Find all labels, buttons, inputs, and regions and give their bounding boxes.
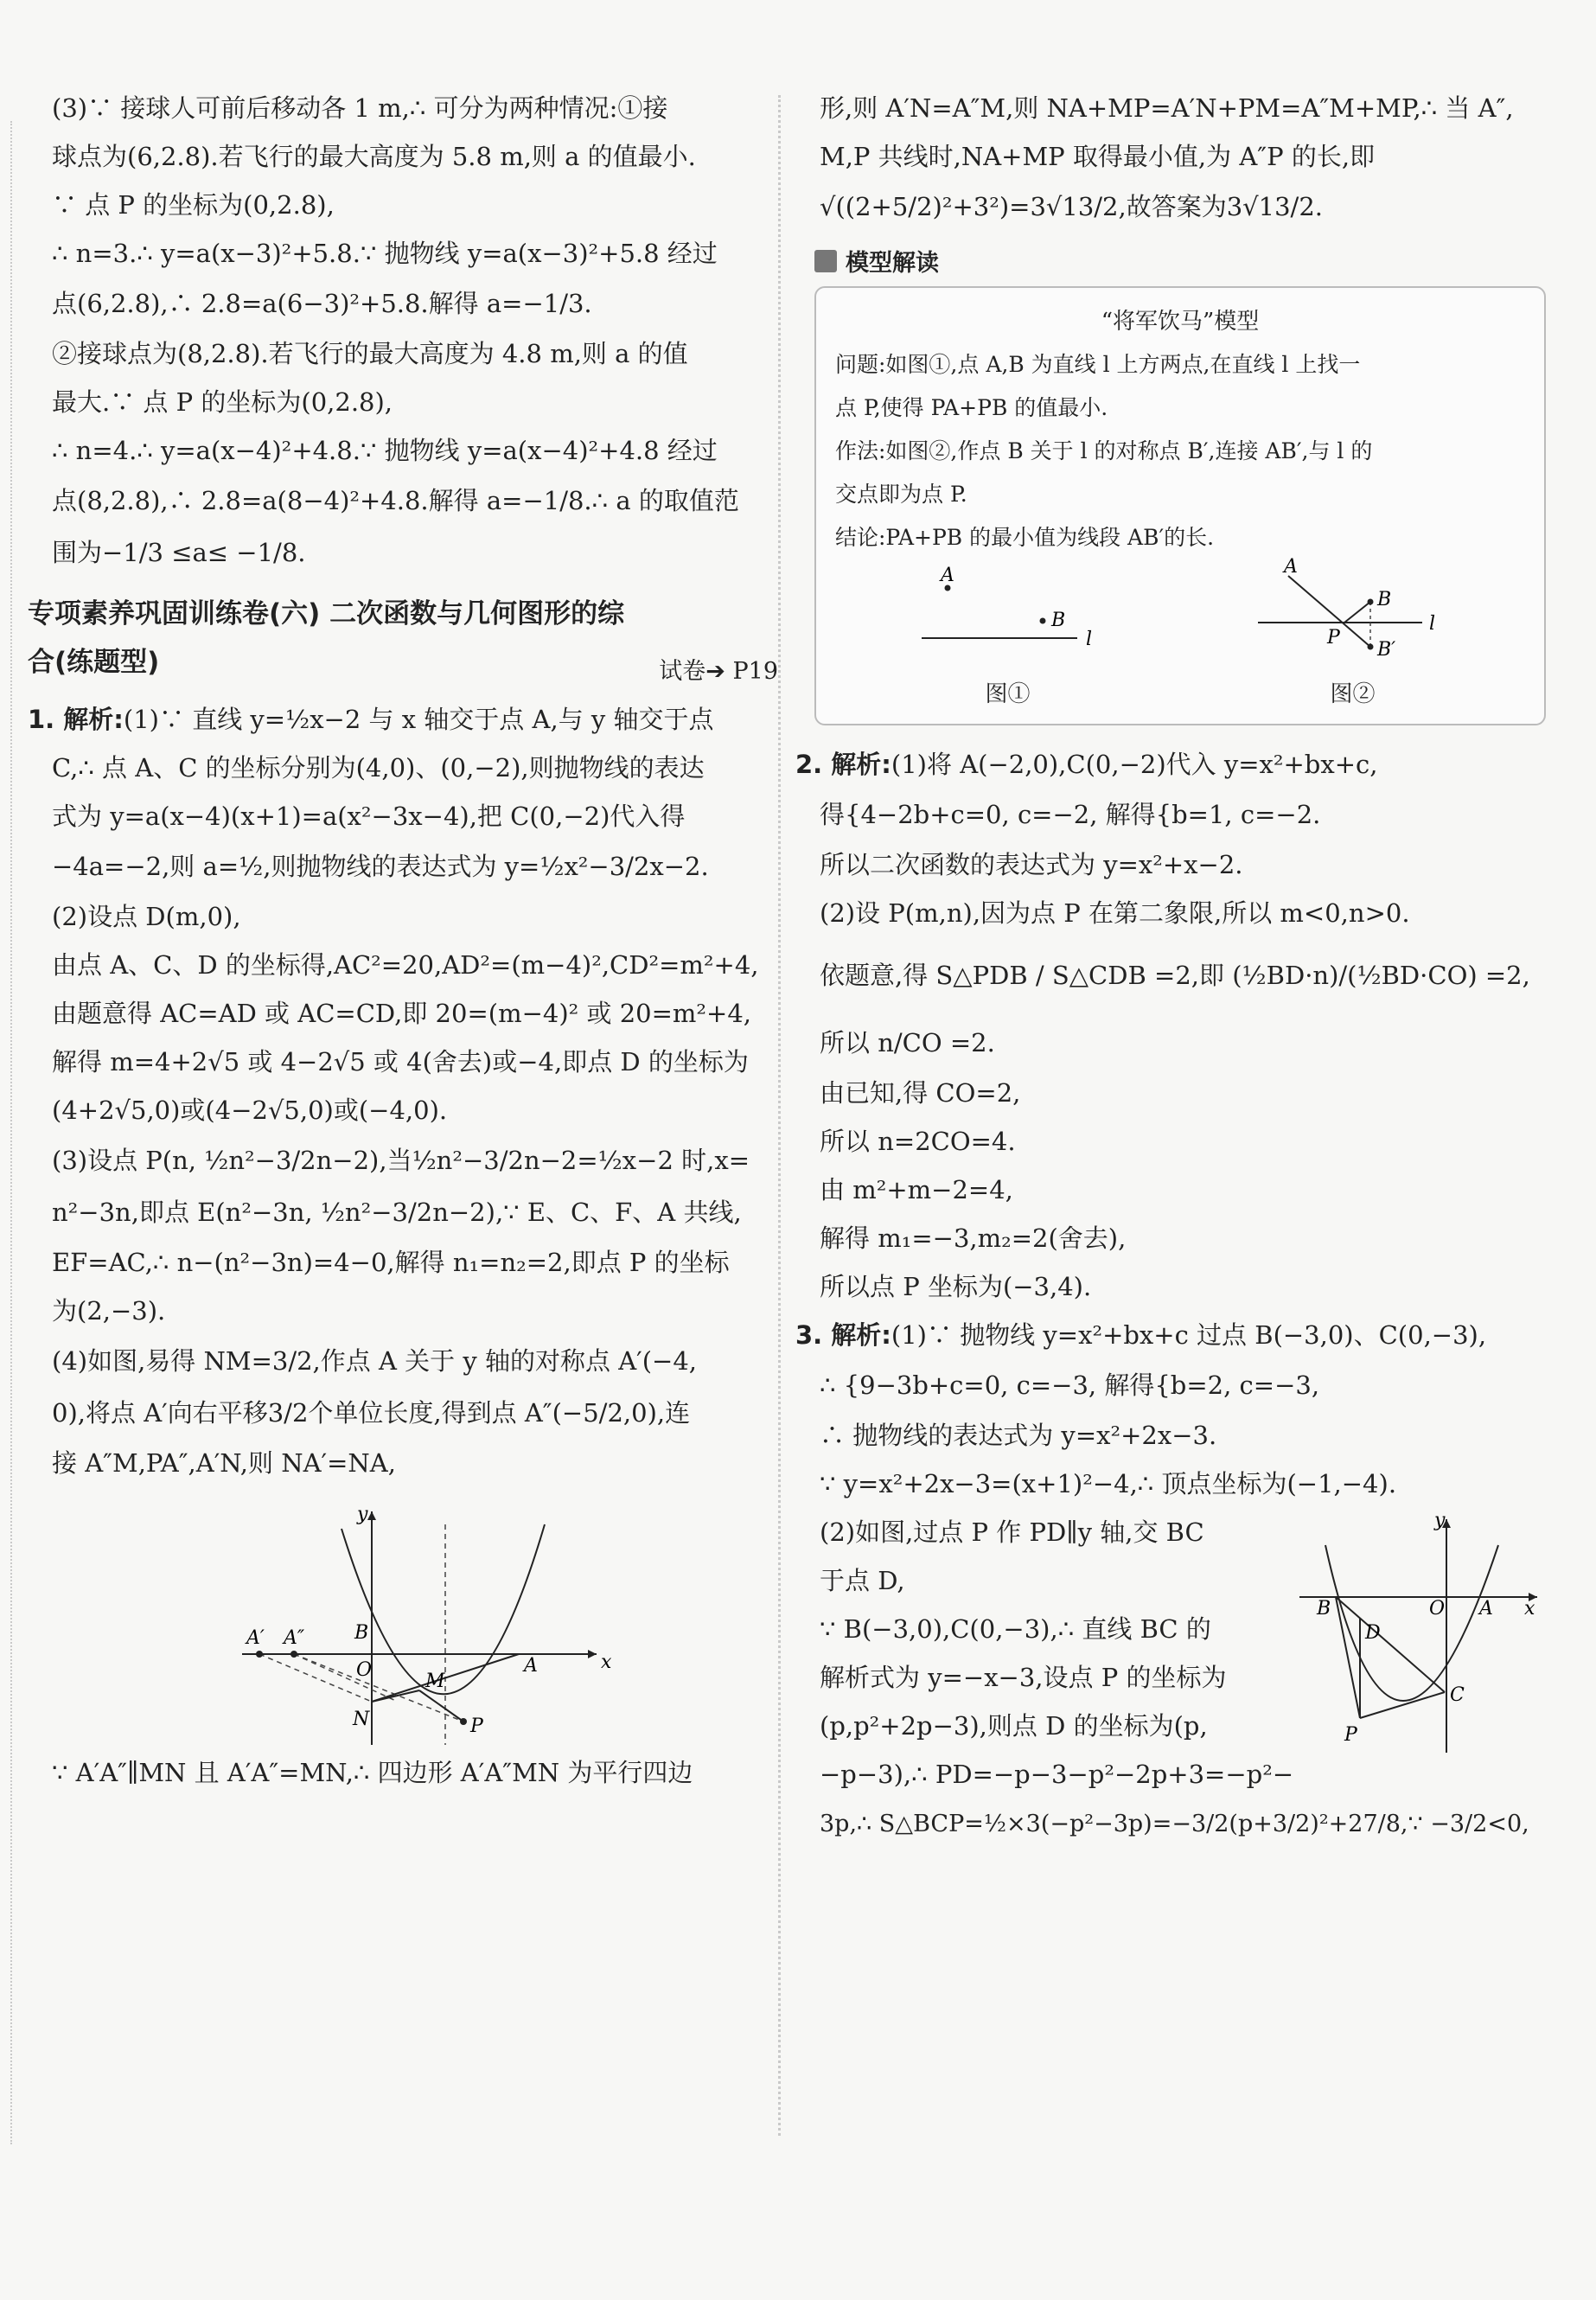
left-column <box>28 93 778 1808</box>
point-b1 <box>1367 644 1373 650</box>
line-a2-m <box>294 1654 398 1702</box>
part3-answer <box>52 95 778 567</box>
text-line: (2)如图,过点 P 作 PD∥y 轴,交 BC <box>820 1517 1204 1547</box>
text-line: 由题意得 AC=AD 或 AC=CD,即 20=(m−4)² 或 20=m²+4, <box>52 999 751 1028</box>
label-x: x <box>1524 1598 1535 1620</box>
label-o: O <box>356 1659 373 1681</box>
text-line: ∴ n=3.∴ y=a(x−3)²+5.8.∵ 抛物线 y=a(x−3)²+5.8 经过 <box>52 239 718 268</box>
text-line: 由已知,得 CO=2, <box>820 1078 1021 1108</box>
model-tag-label: 模型解读 <box>846 250 939 277</box>
model-figures <box>835 556 1525 708</box>
text-line: 结论:PA+PB 的最小值为线段 AB′的长. <box>835 525 1215 550</box>
parabola-figure-q3 <box>1291 1511 1542 1761</box>
text-line: ∵ B(−3,0),C(0,−3),∴ 直线 BC 的 <box>820 1614 1211 1644</box>
text-line: 接 A″M,PA″,A′N,则 NA′=NA, <box>52 1448 396 1478</box>
column-divider <box>778 95 781 2136</box>
line-n-m <box>372 1690 419 1702</box>
text-line: 所以点 P 坐标为(−3,4). <box>820 1272 1092 1301</box>
text-line: 围为−1/3 ≤a≤ −1/8. <box>52 538 306 567</box>
point-a2 <box>290 1651 297 1658</box>
text-line: 所以 n=2CO=4. <box>820 1127 1016 1156</box>
segment-pb <box>1344 602 1370 623</box>
text-line: 最大.∵ 点 P 的坐标为(0,2.8), <box>52 387 393 417</box>
text-line: ∵ 点 P 的坐标为(0,2.8), <box>52 190 335 220</box>
text-line: 0),将点 A′向右平移3/2个单位长度,得到点 A″(−5/2,0),连 <box>52 1398 691 1428</box>
text-line: ∵ y=x²+2x−3=(x+1)²−4,∴ 顶点坐标为(−1,−4). <box>820 1469 1397 1498</box>
text-line: 所以二次函数的表达式为 y=x²+x−2. <box>820 850 1243 879</box>
label-a: A <box>940 565 954 586</box>
text-line: 作法:如图②,作点 B 关于 l 的对称点 B′,连接 AB′,与 l 的 <box>835 438 1373 463</box>
text-line: 3p,∴ S△BCP=½×3(−p²−3p)=−3/2(p+3/2)²+27/8,∵ −3/2<0, <box>820 1811 1529 1837</box>
text-line: 解得 m=4+2√5 或 4−2√5 或 4(舍去)或−4,即点 D 的坐标为 <box>52 1047 749 1077</box>
label-y: y <box>357 1504 368 1525</box>
text-line: (4+2√5,0)或(4−2√5,0)或(−4,0). <box>52 1096 448 1125</box>
text-line: 得{4−2b+c=0, c=−2, 解得{b=1, c=−2. <box>820 800 1321 829</box>
label-a1: A′ <box>246 1627 265 1649</box>
label-o: O <box>1429 1598 1446 1620</box>
text-line: (1)∵ 直线 y=½x−2 与 x 轴交于点 A,与 y 轴交于点 <box>123 705 714 734</box>
figure-1 <box>896 565 1120 708</box>
label-b: B <box>1376 589 1391 610</box>
point-p <box>460 1718 467 1725</box>
model-title: “将军饮马”模型 <box>1101 309 1260 335</box>
label-x: x <box>601 1652 612 1673</box>
model-tag <box>814 244 1546 278</box>
text-line: (3)设点 P(n, ½n²−3/2n−2),当½n²−3/2n−2=½x−2 时,x= <box>52 1146 750 1175</box>
text-line: 点(8,2.8),∴ 2.8=a(8−4)²+4.8.解得 a=−1/8.∴ a 的取值范 <box>52 486 739 515</box>
question-number: 2. 解析: <box>795 750 891 779</box>
line-pc <box>1360 1692 1445 1718</box>
right-column <box>795 93 1546 1862</box>
label-b: B <box>1050 610 1065 631</box>
text-line: 式为 y=a(x−4)(x+1)=a(x²−3x−4),把 C(0,−2)代入得 <box>52 802 686 831</box>
text-line: n²−3n,即点 E(n²−3n, ½n²−3/2n−2),∵ E、C、F、A 共线, <box>52 1198 742 1227</box>
x-axis-arrow <box>588 1650 597 1658</box>
point-b <box>1039 618 1045 624</box>
line-m-p <box>419 1690 463 1722</box>
section-title-line2: 合(练题型) <box>28 647 160 678</box>
label-b: B <box>1317 1598 1331 1620</box>
label-a: A <box>1283 556 1298 578</box>
y-axis-arrow <box>367 1511 376 1520</box>
question-2 <box>795 750 1546 1301</box>
text-line: ∴ 抛物线的表达式为 y=x²+2x−3. <box>820 1421 1217 1450</box>
text-line: 点(6,2.8),∴ 2.8=a(6−3)²+5.8.解得 a=−1/3. <box>52 289 592 318</box>
text-line: 由 m²+m−2=4, <box>820 1175 1013 1204</box>
text-line: 为(2,−3). <box>52 1296 166 1326</box>
point-a1 <box>256 1651 263 1658</box>
book-icon <box>814 250 837 272</box>
figure-2-drawing <box>1241 556 1465 673</box>
label-a2: A″ <box>284 1627 305 1649</box>
text-line: (1)∵ 抛物线 y=x²+bx+c 过点 B(−3,0)、C(0,−3), <box>891 1320 1487 1350</box>
text-line: C,∴ 点 A、C 的坐标分别为(4,0)、(0,−2),则抛物线的表达 <box>52 753 705 783</box>
page-reference: 试卷➔ P19 <box>659 658 778 685</box>
label-p: P <box>1344 1724 1357 1746</box>
text-line: 所以 n/CO =2. <box>820 1028 995 1057</box>
label-b: B <box>354 1622 369 1644</box>
text-line: 问题:如图①,点 A,B 为直线 l 上方两点,在直线 l 上找一 <box>835 352 1361 377</box>
text-line: ∴ {9−3b+c=0, c=−3, 解得{b=2, c=−3, <box>820 1370 1320 1400</box>
text-line: (4)如图,易得 NM=3/2,作点 A 关于 y 轴的对称点 A′(−4, <box>52 1346 698 1376</box>
question-1 <box>28 705 778 1478</box>
text-line: 解析式为 y=−x−3,设点 P 的坐标为 <box>820 1663 1227 1692</box>
figure-2 <box>1241 556 1465 708</box>
label-a: A <box>524 1655 538 1677</box>
model-box <box>814 286 1546 725</box>
question-number: 3. 解析: <box>795 1320 891 1350</box>
text-line: ∵ A′A″∥MN 且 A′A″=MN,∴ 四边形 A′A″MN 为平行四边 <box>52 1758 693 1787</box>
figure-1-drawing <box>896 565 1120 673</box>
section-title-line1: 专项素养巩固训练卷(六) 二次函数与几何图形的综 <box>28 598 625 629</box>
text-line: (2)设 P(m,n),因为点 P 在第二象限,所以 m<0,n>0. <box>820 898 1410 928</box>
text-line: 依题意,得 S△PDB / S△CDB =2,即 (½BD·n)/(½BD·CO) =2, <box>820 961 1530 990</box>
figure-2-caption: 图② <box>1330 681 1376 707</box>
label-b1: B′ <box>1376 639 1395 661</box>
text-line: 交点即为点 P. <box>835 482 967 507</box>
text-line: 形,则 A′N=A″M,则 NA+MP=A′N+PM=A″M+MP,∴ 当 A″, <box>820 93 1514 123</box>
label-p: P <box>470 1715 483 1737</box>
text-line: 球点为(6,2.8).若飞行的最大高度为 5.8 m,则 a 的值最小. <box>52 142 696 171</box>
text-line: (p,p²+2p−3),则点 D 的坐标为(p, <box>820 1711 1208 1741</box>
question-3 <box>795 1320 1546 1839</box>
label-l: l <box>1428 613 1435 635</box>
binding-dots <box>10 121 12 2144</box>
text-line: ②接球点为(8,2.8).若飞行的最大高度为 4.8 m,则 a 的值 <box>52 339 688 368</box>
text-line: M,P 共线时,NA+MP 取得最小值,为 A″P 的长,即 <box>820 142 1376 171</box>
text-line: 于点 D, <box>820 1566 905 1595</box>
parabola-figure-q1 <box>233 1498 614 1749</box>
label-n: N <box>353 1709 370 1730</box>
line-a1-n <box>259 1654 372 1702</box>
text-line: 解得 m₁=−3,m₂=2(舍去), <box>820 1223 1127 1253</box>
label-m: M <box>425 1671 445 1692</box>
label-y: y <box>1434 1510 1446 1531</box>
label-d: D <box>1365 1622 1381 1644</box>
text-line: ∴ n=4.∴ y=a(x−4)²+4.8.∵ 抛物线 y=a(x−4)²+4.8 经过 <box>52 436 718 465</box>
point-b <box>1367 599 1373 605</box>
text-line: −p−3),∴ PD=−p−3−p²−2p+3=−p²− <box>820 1760 1294 1789</box>
question-number: 1. 解析: <box>28 705 124 734</box>
label-a: A <box>1479 1598 1493 1620</box>
text-line: −4a=−2,则 a=½,则抛物线的表达式为 y=½x²−3/2x−2. <box>52 852 709 881</box>
figure-1-caption: 图① <box>985 681 1031 707</box>
text-line: √((2+5/2)²+3²)=3√13/2,故答案为3√13/2. <box>820 192 1323 221</box>
label-c: C <box>1450 1684 1465 1706</box>
text-line: (1)将 A(−2,0),C(0,−2)代入 y=x²+bx+c, <box>891 750 1378 779</box>
text-line: (2)设点 D(m,0), <box>52 902 241 931</box>
text-line: (3)∵ 接球人可前后移动各 1 m,∴ 可分为两种情况:①接 <box>52 93 668 123</box>
text-line: 点 P,使得 PA+PB 的值最小. <box>835 395 1108 420</box>
text-line: 由点 A、C、D 的坐标得,AC²=20,AD²=(m−4)²,CD²=m²+4, <box>52 950 759 980</box>
label-p: P <box>1326 627 1340 648</box>
label-l: l <box>1085 629 1092 650</box>
text-line: EF=AC,∴ n−(n²−3n)=4−0,解得 n₁=n₂=2,即点 P 的坐标 <box>52 1248 730 1277</box>
